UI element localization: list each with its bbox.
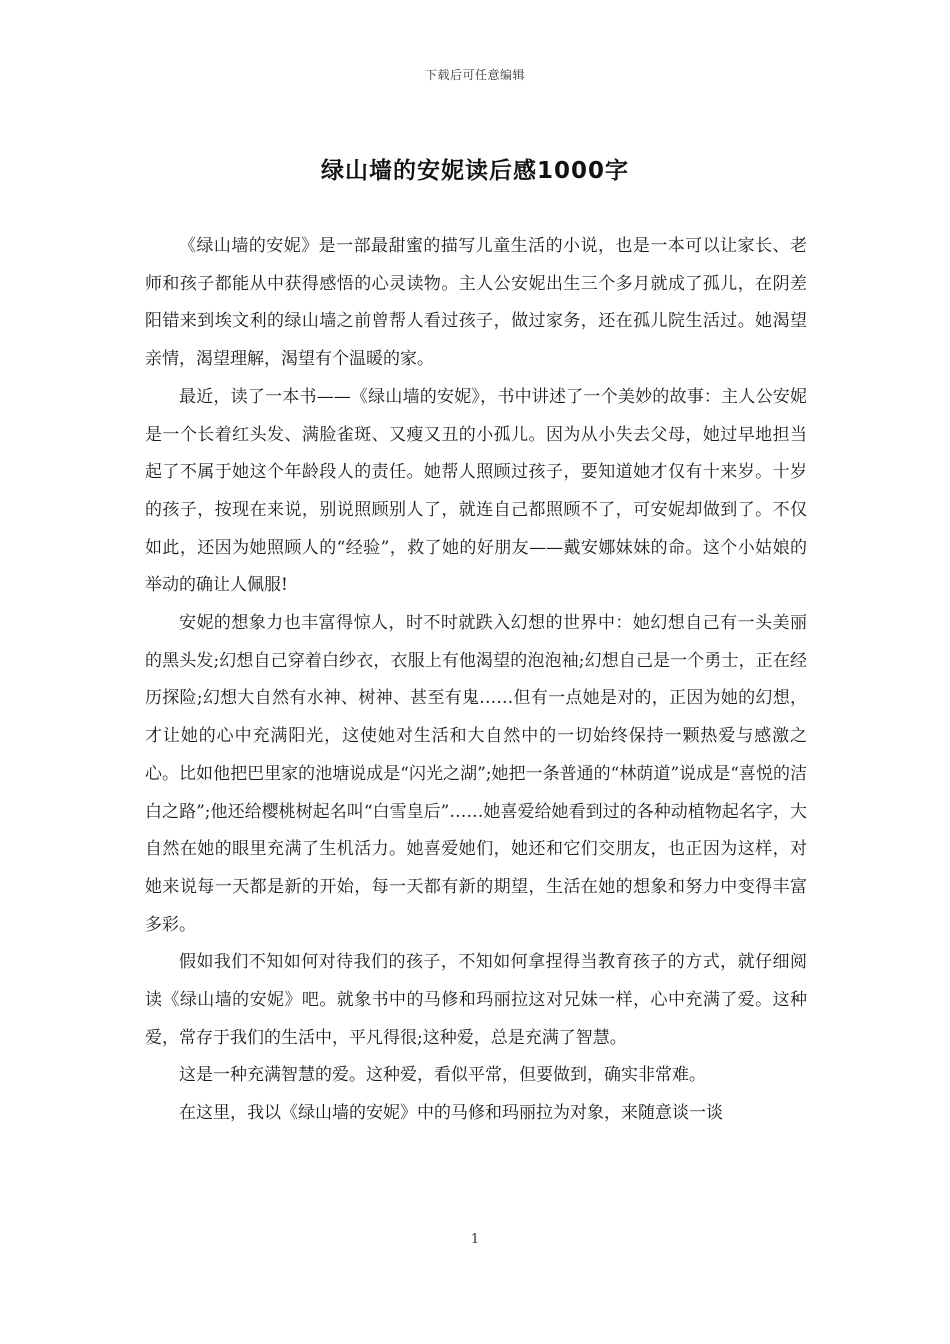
paragraph: 安妮的想象力也丰富得惊人，时不时就跌入幻想的世界中：她幻想自己有一头美丽的黑头发;幻想自己穿着白纱衣，衣服上有他渴望的泡泡袖;幻想自己是一个勇士，正在经历探险;幻想大自然有水神、树神、甚至有鬼……但有一点她是对的，正因为她的幻想，才让她的心中充满阳光，这使她对生活和大自然中的一切始终保持一颗热爱与感激之心。比如他把巴里家的池塘说成是“闪光之湖”;她把一条普通的“林荫道”说成是“喜悦的洁白之路”;他还给樱桃树起名叫“白雪皇后”……她喜爱给她看到过的各种动植物起名字，大自然在她的眼里充满了生机活力。她喜爱她们，她还和它们交朋友，也正因为这样，对她来说每一天都是新的开始，每一天都有新的期望，生活在她的想象和努力中变得丰富多彩。: [145, 613, 807, 935]
paragraph: 在这里，我以《绿山墙的安妮》中的马修和玛丽拉为对象，来随意谈一谈: [179, 1103, 723, 1124]
document-title: 绿山墙的安妮读后感1000字: [320, 158, 629, 184]
header-note: 下载后可任意编辑: [424, 68, 525, 82]
paragraph: 《绿山墙的安妮》是一部最甜蜜的描写儿童生活的小说，也是一本可以让家长、老师和孩子都能从中获得感悟的心灵读物。主人公安妮出生三个多月就成了孤儿，在阴差阳错来到埃文利的绿山墙之前曾帮人看过孩子，做过家务，还在孤儿院生活过。她渴望亲情，渴望理解，渴望有个温暖的家。: [145, 236, 807, 370]
page-number: 1: [470, 1232, 480, 1247]
paragraph: 这是一种充满智慧的爱。这种爱，看似平常，但要做到，确实非常难。: [179, 1065, 706, 1086]
document-body: [145, 228, 807, 1133]
paragraph: 假如我们不知如何对待我们的孩子，不知如何拿捏得当教育孩子的方式，就仔细阅读《绿山墙的安妮》吧。就象书中的马修和玛丽拉这对兄妹一样，心中充满了爱。这种爱，常存于我们的生活中，平凡得很;这种爱，总是充满了智慧。: [145, 952, 807, 1048]
paragraph: 最近，读了一本书——《绿山墙的安妮》，书中讲述了一个美妙的故事：主人公安妮是一个长着红头发、满脸雀斑、又瘦又丑的小孤儿。因为从小失去父母，她过早地担当起了不属于她这个年龄段人的责任。她帮人照顾过孩子，要知道她才仅有十来岁。十岁的孩子，按现在来说，别说照顾别人了，就连自己都照顾不了，可安妮却做到了。不仅如此，还因为她照顾人的“经验”，救了她的好朋友——戴安娜妹妹的命。这个小姑娘的举动的确让人佩服!: [145, 386, 807, 596]
